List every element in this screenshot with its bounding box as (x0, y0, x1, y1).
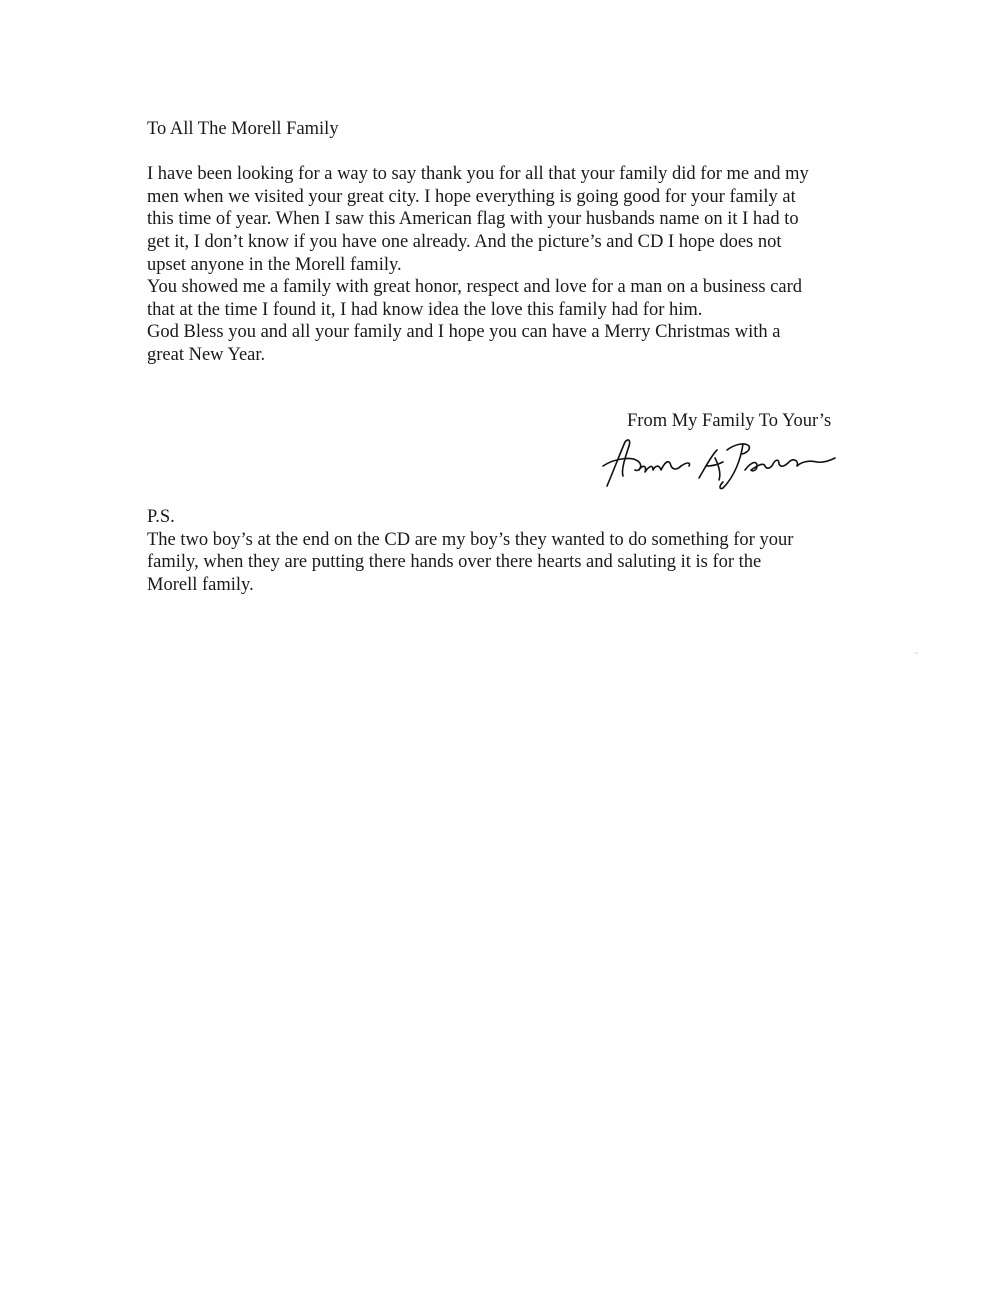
ps-line: family, when they are putting there hands over there hearts and saluting it is for the (147, 552, 762, 573)
body-line: men when we visited your great city. I hope everything is going good for your family at (147, 186, 796, 207)
handwritten-signature (595, 436, 840, 490)
scan-speck (915, 652, 918, 654)
body-line: great New Year. (147, 344, 266, 365)
body-line: You showed me a family with great honor, respect and love for a man on a business card (147, 277, 802, 298)
ps-label: P.S. (147, 507, 175, 527)
body-line: upset anyone in the Morell family. (147, 254, 402, 275)
salutation: To All The Morell Family (147, 119, 339, 139)
letter-body (147, 118, 867, 367)
ps-line: The two boy’s at the end on the CD are my boy’s they wanted to do something for your (147, 529, 794, 550)
closing: From My Family To Your’s (627, 411, 832, 431)
body-line: get it, I don’t know if you have one already. And the picture’s and CD I hope does not (147, 231, 782, 252)
body-line: that at the time I found it, I had know idea the love this family had for him. (147, 299, 703, 320)
ps-line: Morell family. (147, 574, 254, 595)
body-line: this time of year. When I saw this American flag with your husbands name on it I had to (147, 209, 799, 230)
body-line: God Bless you and all your family and I hope you can have a Merry Christmas with a (147, 322, 781, 343)
body-line: I have been looking for a way to say thank you for all that your family did for me and my (147, 164, 809, 185)
postscript (147, 506, 867, 596)
